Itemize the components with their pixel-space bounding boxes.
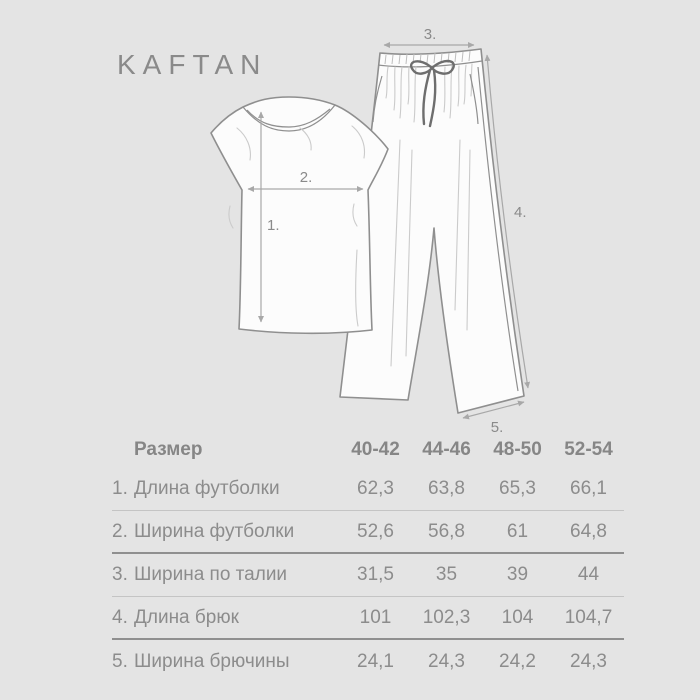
row-label: Длина футболки — [134, 478, 280, 499]
measure-label-1: 1. — [267, 217, 280, 234]
cell-value: 24,2 — [499, 650, 536, 672]
cell-value: 52,6 — [357, 520, 394, 542]
brand-logo: KAFTAN — [117, 49, 268, 80]
measure-label-3: 3. — [423, 26, 437, 43]
row-label: Ширина брючины — [134, 650, 290, 672]
row-number: 5. — [112, 650, 128, 672]
cell-value: 24,3 — [570, 650, 607, 672]
tshirt-outline — [211, 97, 388, 333]
row-number: 1. — [112, 478, 128, 499]
cell-value: 63,8 — [428, 478, 465, 499]
measure-label-5: 5. — [490, 419, 504, 436]
table-row-leg-width — [112, 640, 624, 683]
cell-value: 56,8 — [428, 520, 465, 542]
cell-value: 24,1 — [357, 650, 394, 672]
measure-label-4: 4. — [514, 204, 527, 221]
cell-value: 65,3 — [499, 478, 536, 499]
cell-value: 31,5 — [357, 564, 394, 585]
cell-value: 101 — [359, 606, 392, 628]
row-label: Ширина по талии — [134, 564, 288, 585]
size-table-header-row — [112, 432, 624, 468]
size-table — [112, 432, 624, 683]
cell-value: 102,3 — [422, 606, 471, 628]
cell-value: 64,8 — [570, 520, 607, 542]
row-number: 3. — [112, 564, 128, 585]
cell-value: 66,1 — [570, 478, 607, 499]
size-col-header-1: 40-42 — [351, 439, 400, 460]
row-label: Ширина футболки — [134, 520, 295, 542]
cell-value: 104,7 — [564, 606, 613, 628]
cell-value: 62,3 — [357, 478, 394, 499]
row-label: Длина брюк — [134, 606, 239, 628]
tshirt-drawing — [211, 97, 388, 333]
table-row-waist-width — [112, 554, 624, 597]
cell-value: 35 — [435, 564, 458, 585]
size-col-header-2: 44-46 — [422, 439, 471, 460]
cell-value: 104 — [501, 606, 534, 628]
size-col-header-4: 52-54 — [564, 439, 613, 460]
cell-value: 44 — [577, 564, 600, 585]
cell-value: 24,3 — [428, 650, 465, 672]
table-row-tshirt-length — [112, 468, 624, 511]
measure-label-2: 2. — [299, 169, 313, 186]
cell-value: 39 — [506, 564, 529, 585]
cell-value: 61 — [506, 520, 529, 542]
row-number: 4. — [112, 606, 128, 628]
size-col-header-3: 48-50 — [493, 439, 542, 460]
size-table-title: Размер — [134, 439, 203, 460]
table-row-pants-length — [112, 597, 624, 640]
table-row-tshirt-width — [112, 511, 624, 554]
row-number: 2. — [112, 520, 128, 542]
